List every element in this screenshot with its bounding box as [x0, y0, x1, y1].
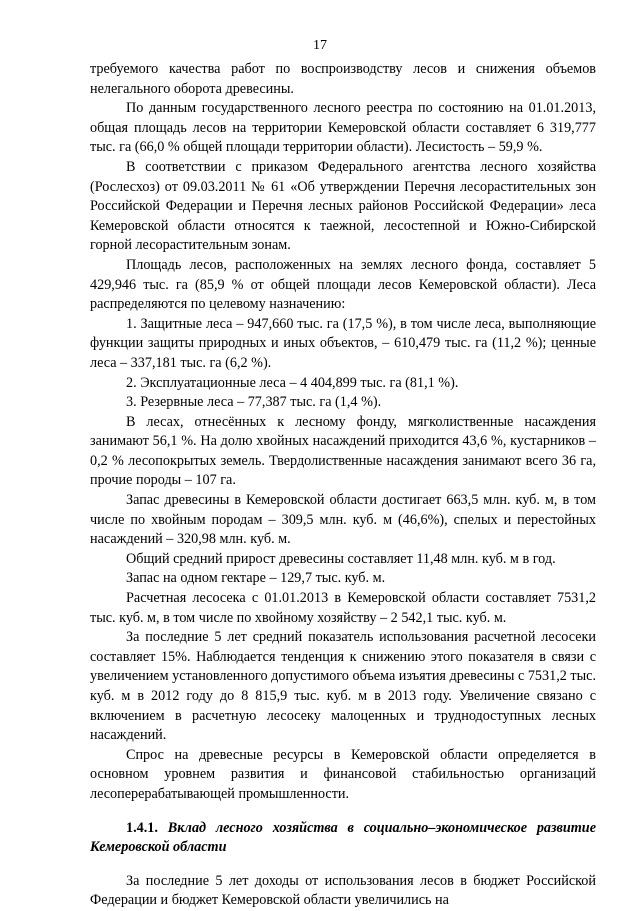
document-body	[90, 60, 596, 911]
paragraph-fund-area: Площадь лесов, расположенных на землях лесного фонда, составляет 5 429,946 тыс. га (85,9 % от общей площади лесов Кемеровской области). Леса распределяются по целевому назначению:	[90, 256, 596, 313]
section-title: Вклад лесного хозяйства в социально–экономическое развитие Кемеровской области	[90, 819, 596, 856]
paragraph-stock-per-hectare: Запас на одном гектаре – 129,7 тыс. куб. м.	[126, 570, 386, 587]
paragraph-cut-usage: За последние 5 лет средний показатель использования расчетной лесосеки составляет 15%. Наблюдается тенденция к снижению этого показателя в связи с увеличением установленного допустимого объема изъятия древесины с 7531,2 тыс. куб. м в 2012 году до 8 815,9 тыс. куб. м в 2013 году. Увеличение связано с включением в расчетную лесосеку малоценных и труднодоступных лесных насаждений.	[90, 629, 596, 744]
list-item-exploitation: 2. Эксплуатационные леса – 4 404,899 тыс. га (81,1 %).	[126, 374, 459, 391]
page-number: 17	[313, 38, 327, 53]
paragraph-continuation: требуемого качества работ по воспроизводству лесов и снижения объемов нелегального оборота древесины.	[90, 61, 596, 97]
paragraph-demand: Спрос на древесные ресурсы в Кемеровской области определяется в основном уровнем развития и финансовой стабильностью организаций лесоперерабатывающей промышленности.	[90, 746, 596, 802]
paragraph-timber-stock: Запас древесины в Кемеровской области достигает 663,5 млн. куб. м, в том числе по хвойным породам – 309,5 млн. куб. м (46,6%), спелых и перестойных насаждений – 320,98 млн. куб. м.	[90, 492, 596, 548]
list-item-protective: 1. Защитные леса – 947,660 тыс. га (17,5 %), в том числе леса, выполняющие функции защиты природных и иных объектов, – 610,479 тыс. га (11,2 %); ценные леса – 337,181 тыс. га (6,2 %).	[90, 315, 596, 371]
paragraph-revenue: За последние 5 лет доходы от использования лесов в бюджет Российской Федерации и бюджет Кемеровской области увеличились на	[90, 872, 596, 909]
paragraph-growth: Общий средний прирост древесины составляет 11,48 млн. куб. м в год.	[126, 550, 556, 567]
list-item-reserve: 3. Резервные леса – 77,387 тыс. га (1,4 %).	[126, 394, 382, 411]
section-heading	[90, 819, 596, 858]
paragraph-allowable-cut: Расчетная лесосека с 01.01.2013 в Кемеровской области составляет 7531,2 тыс. куб. м, в том числе по хвойному хозяйству – 2 542,1 тыс. куб. м.	[90, 590, 596, 626]
paragraph-species: В лесах, отнесённых к лесному фонду, мягколиственные насаждения занимают 56,1 %. На долю хвойных насаждений приходится 43,6 %, кустарников – 0,2 % лесопокрытых земель. Твердолиственные насаждения занимают всего 36 га, прочие породы – 107 га.	[90, 413, 596, 489]
paragraph-order-reference: В соответствии с приказом Федерального агентства лесного хозяйства (Рослесхоз) от 09.03.2011 № 61 «Об утверждении Перечня лесорастительных зон Российской Федерации и Перечня лесных районов Российской Федерации» леса Кемеровской области относятся к таежной, лесостепной и Южно-Сибирской горной лесорастительным зонам.	[90, 158, 596, 254]
section-number: 1.4.1.	[126, 819, 158, 836]
paragraph-forest-area: По данным государственного лесного реестра по состоянию на 01.01.2013, общая площадь лесов на территории Кемеровской области составляет 6 319,777 тыс. га (66,0 % общей площади территории области). Лесистость – 59,9 %.	[90, 100, 596, 156]
